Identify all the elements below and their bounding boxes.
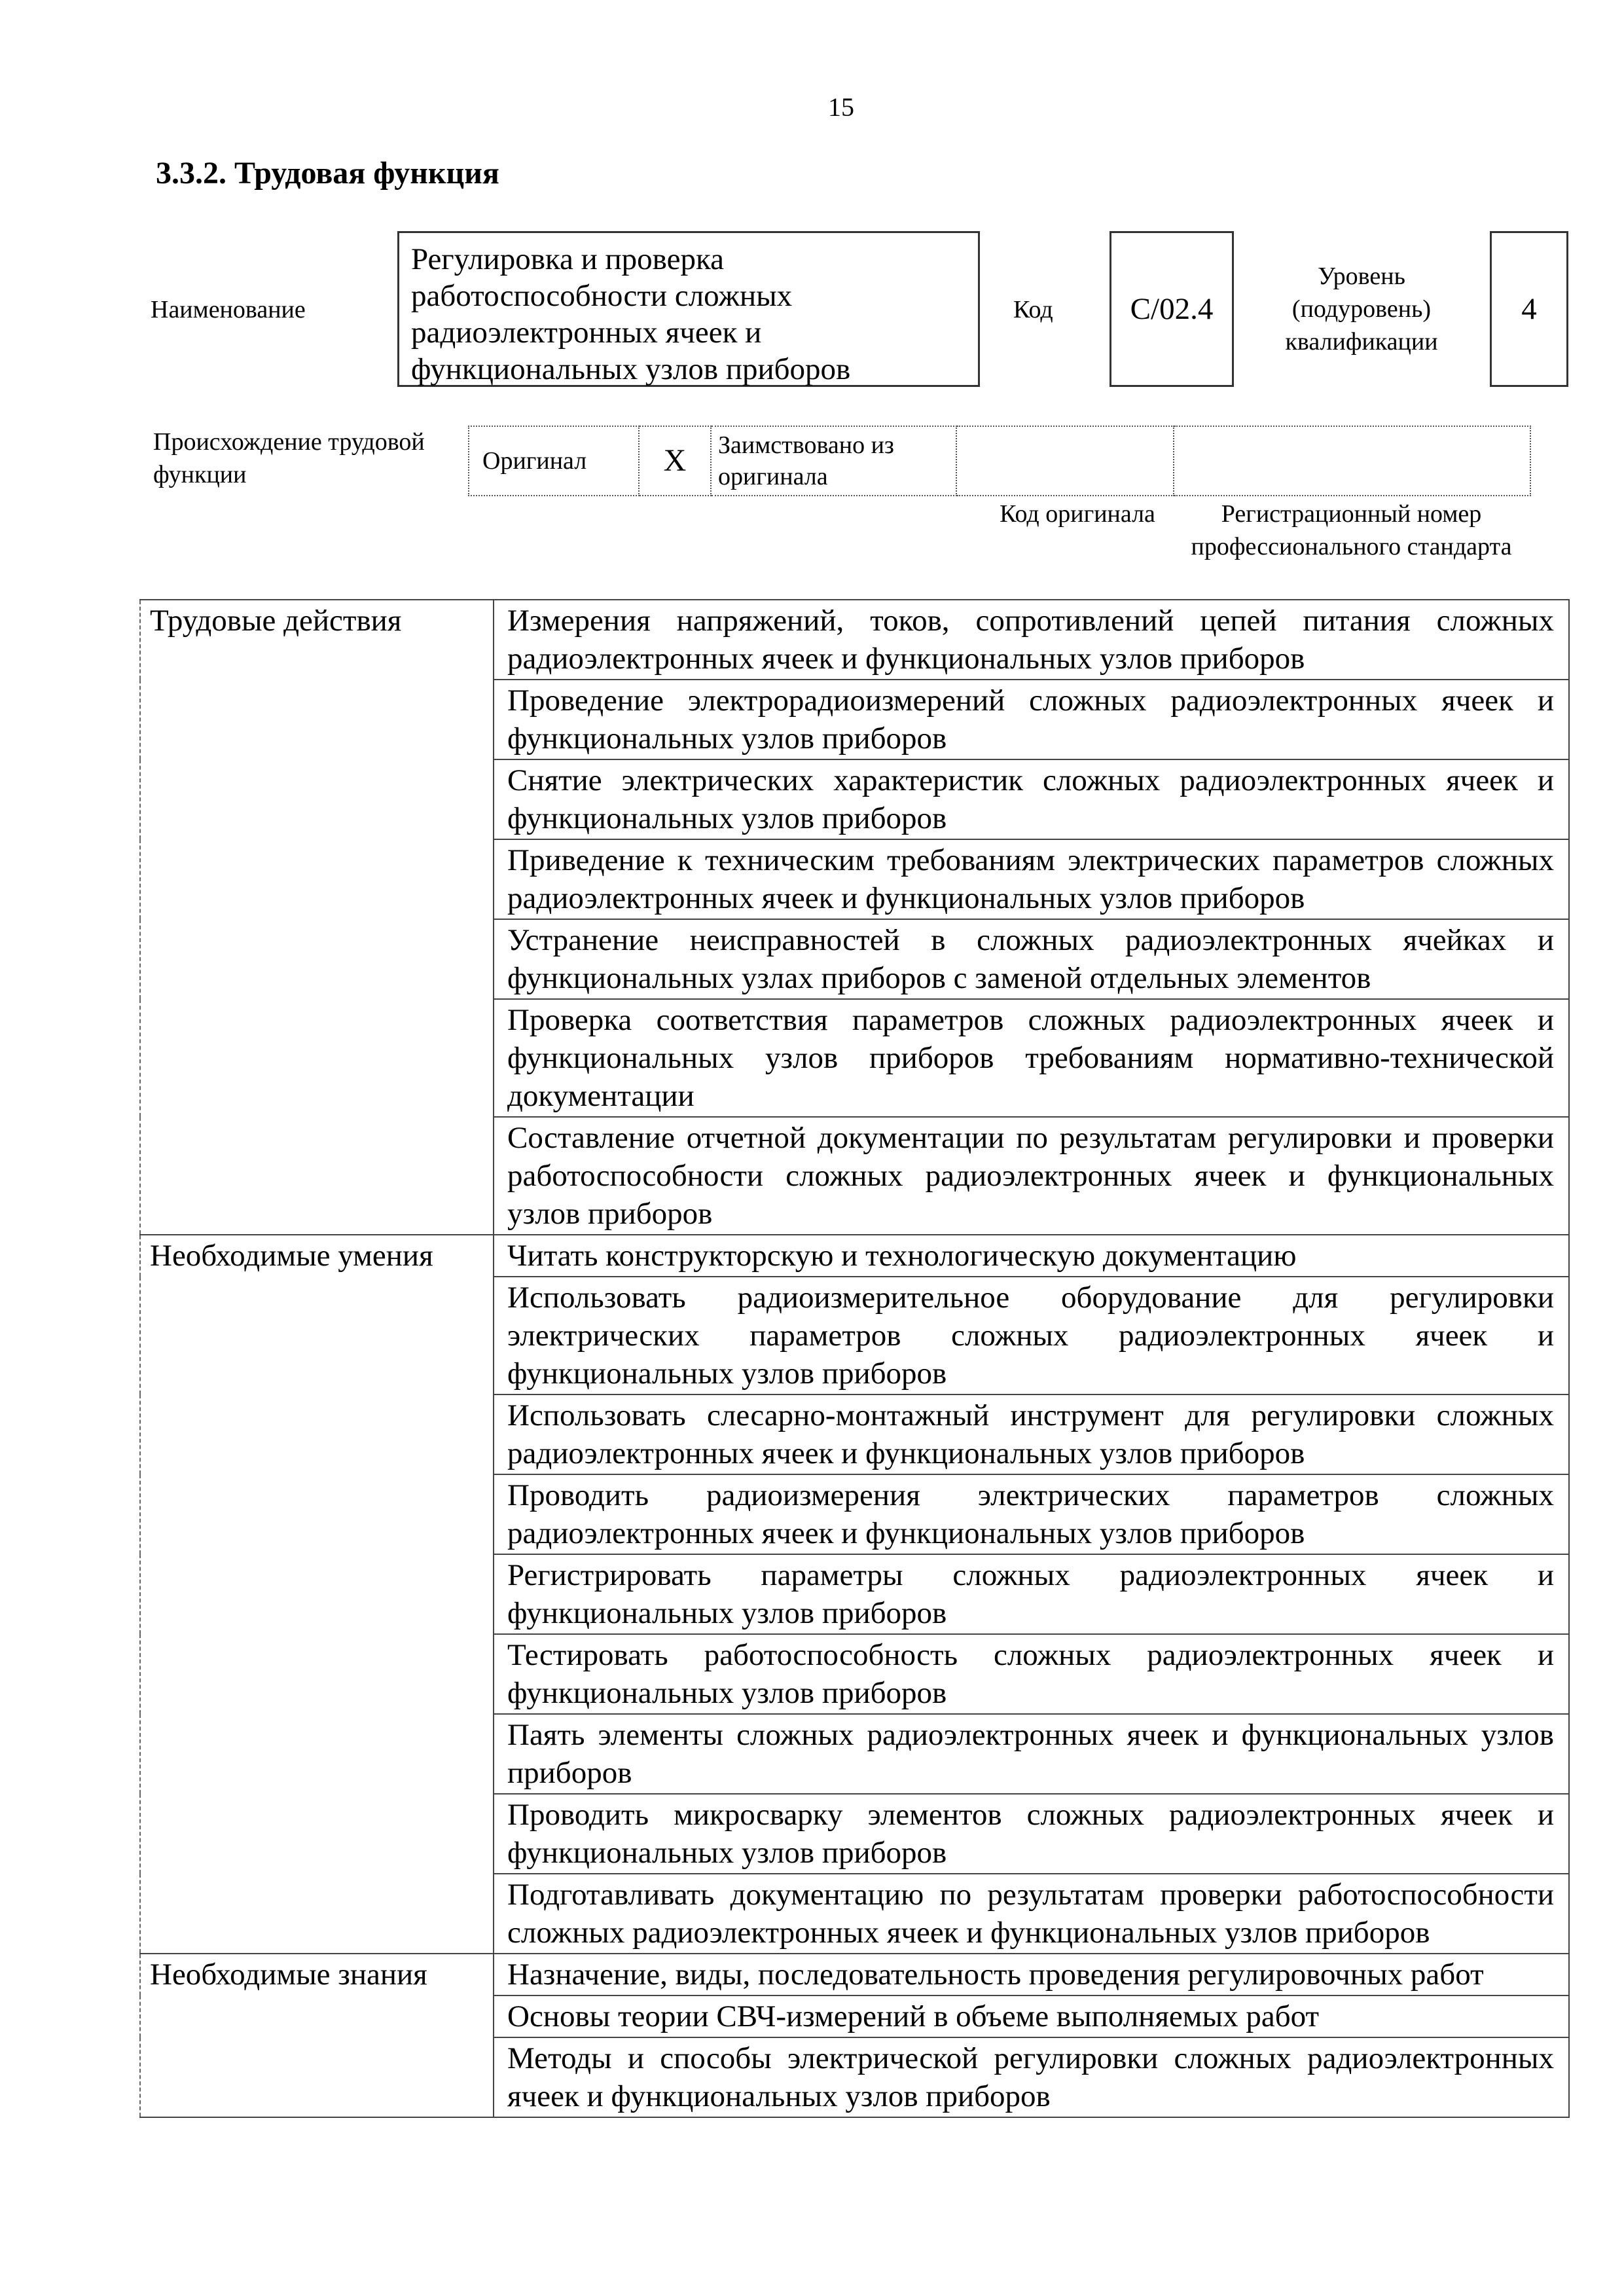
code-box [1110,231,1234,387]
origin-reg-cell [1174,426,1530,496]
labor-actions-item: Составление отчетной документации по результатам регулировки и проверки работоспособности сложных радиоэлектронных ячеек и функциональных узлов приборов [494,1117,1569,1235]
labor-actions-item: Снятие электрических характеристик сложных радиоэлектронных ячеек и функциональных узлов приборов [494,759,1569,839]
origin-reg-caption: Регистрационный номер профессионального стандарта [1191,500,1512,560]
labor-actions-item: Приведение к техническим требованиям электрических параметров сложных радиоэлектронных ячеек и функциональных узлов приборов [494,839,1569,919]
labor-actions-label: Трудовые действия [140,600,494,1235]
origin-table [468,426,1531,496]
required-skills-item: Использовать радиоизмерительное оборудование для регулировки электрических параметров сложных радиоэлектронных ячеек и функциональных узлов приборов [494,1277,1569,1394]
labor-actions-item: Проведение электрорадиоизмерений сложных радиоэлектронных ячеек и функциональных узлов приборов [494,680,1569,759]
table-row [140,600,1569,680]
required-skills-item: Читать конструкторскую и технологическую документацию [494,1235,1569,1277]
required-knowledge-label: Необходимые знания [140,1954,494,2117]
function-name-box [397,231,980,387]
required-skills-item: Использовать слесарно-монтажный инструмент для регулировки сложных радиоэлектронных ячеек и функциональных узлов приборов [494,1394,1569,1474]
code-value: C/02.4 [1130,292,1214,326]
code-label: Код [1013,296,1053,323]
origin-code-caption: Код оригинала [1000,500,1155,528]
required-knowledge-item: Основы теории СВЧ-измерений в объеме выполняемых работ [494,1995,1569,2037]
section-title: 3.3.2. Трудовая функция [156,156,499,191]
table-row [140,1235,1569,1277]
required-knowledge-item: Назначение, виды, последовательность проведения регулировочных работ [494,1954,1569,1995]
required-skills-item: Регистрировать параметры сложных радиоэлектронных ячеек и функциональных узлов приборов [494,1554,1569,1634]
required-skills-item: Проводить радиоизмерения электрических параметров сложных радиоэлектронных ячеек и функциональных узлов приборов [494,1474,1569,1554]
origin-label: Происхождение трудовой функции [153,428,425,488]
required-skills-item: Проводить микросварку элементов сложных радиоэлектронных ячеек и функциональных узлов приборов [494,1794,1569,1874]
function-table [139,599,1570,2118]
origin-code-cell [956,426,1174,496]
required-skills-item: Подготавливать документацию по результатам проверки работоспособности сложных радиоэлектронных ячеек и функциональных узлов приборов [494,1874,1569,1954]
required-skills-label: Необходимые умения [140,1235,494,1954]
origin-original: Оригинал [469,426,639,496]
table-row [140,1954,1569,1995]
level-box [1490,231,1568,387]
function-name-value: Регулировка и проверка работоспособности сложных радиоэлектронных ячеек и функциональных узлов приборов [411,242,851,386]
labor-actions-item: Проверка соответствия параметров сложных радиоэлектронных ячеек и функциональных узлов приборов требованиям нормативно-технической документации [494,999,1569,1117]
required-skills-item: Тестировать работоспособность сложных радиоэлектронных ячеек и функциональных узлов приборов [494,1634,1569,1714]
level-label: Уровень (подуровень) квалификации [1285,263,1438,355]
required-skills-item: Паять элементы сложных радиоэлектронных ячеек и функциональных узлов приборов [494,1714,1569,1794]
level-value: 4 [1521,292,1537,326]
labor-actions-item: Измерения напряжений, токов, сопротивлений цепей питания сложных радиоэлектронных ячеек и функциональных узлов приборов [494,600,1569,680]
labor-actions-item: Устранение неисправностей в сложных радиоэлектронных ячейках и функциональных узлах приборов с заменой отдельных элементов [494,919,1569,999]
page-number: 15 [828,92,854,122]
origin-mark: X [639,426,711,496]
origin-borrowed: Заимствовано из оригинала [711,426,956,496]
required-knowledge-item: Методы и способы электрической регулировки сложных радиоэлектронных ячеек и функциональных узлов приборов [494,2037,1569,2117]
name-label: Наименование [151,296,306,323]
